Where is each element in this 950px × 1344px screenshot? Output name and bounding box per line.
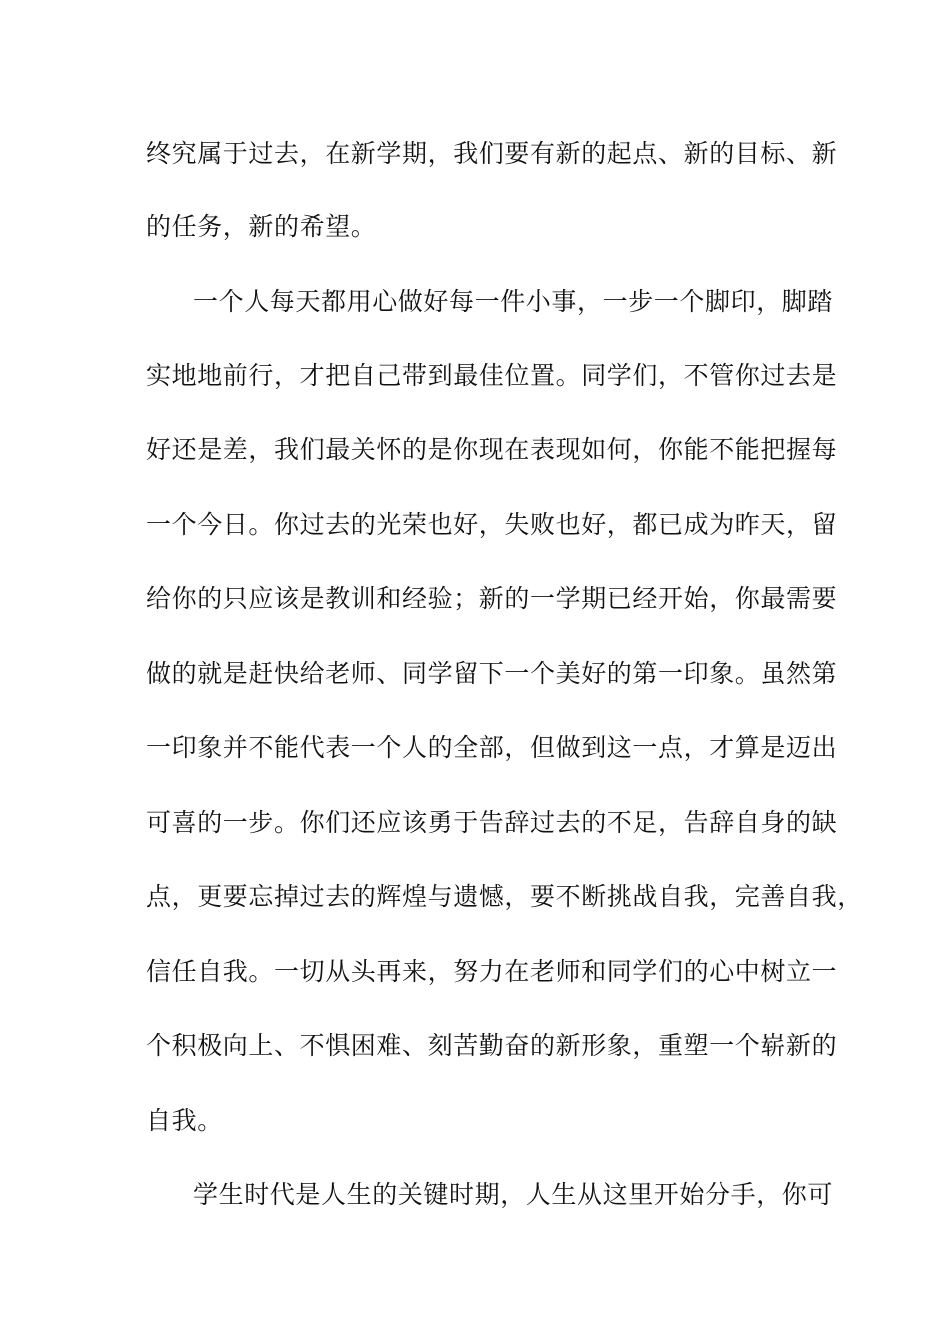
text-line: 终究属于过去，在新学期，我们要有新的起点、新的目标、新 bbox=[146, 139, 838, 168]
text-line: 好还是差，我们最关怀的是你现在表现如何，你能不能把握每 bbox=[146, 435, 838, 464]
text-line: 可喜的一步。你们还应该勇于告辞过去的不足，告辞自身的缺 bbox=[146, 808, 838, 837]
paragraph-first-line: 学生时代是人生的关键时期，人生从这里开始分手，你可 bbox=[193, 1180, 834, 1209]
text-line: 给你的只应该是教训和经验；新的一学期已经开始，你最需要 bbox=[146, 584, 838, 613]
text-line: 一印象并不能代表一个人的全部，但做到这一点，才算是迈出 bbox=[146, 733, 838, 762]
text-line: 个积极向上、不惧困难、刻苦勤奋的新形象，重塑一个崭新的 bbox=[146, 1031, 838, 1060]
paragraph-first-line: 一个人每天都用心做好每一件小事，一步一个脚印，脚踏 bbox=[193, 287, 834, 316]
text-line: 自我。 bbox=[146, 1106, 223, 1135]
text-line: 的任务，新的希望。 bbox=[146, 212, 377, 241]
text-line: 信任自我。一切从头再来，努力在老师和同学们的心中树立一 bbox=[146, 957, 838, 986]
text-line: 点，更要忘掉过去的辉煌与遗憾，要不断挑战自我，完善自我， bbox=[146, 882, 863, 911]
text-line: 一个今日。你过去的光荣也好，失败也好，都已成为昨天，留 bbox=[146, 510, 838, 539]
text-line: 实地地前行，才把自己带到最佳位置。同学们，不管你过去是 bbox=[146, 361, 838, 390]
text-line: 做的就是赶快给老师、同学留下一个美好的第一印象。虽然第 bbox=[146, 659, 838, 688]
